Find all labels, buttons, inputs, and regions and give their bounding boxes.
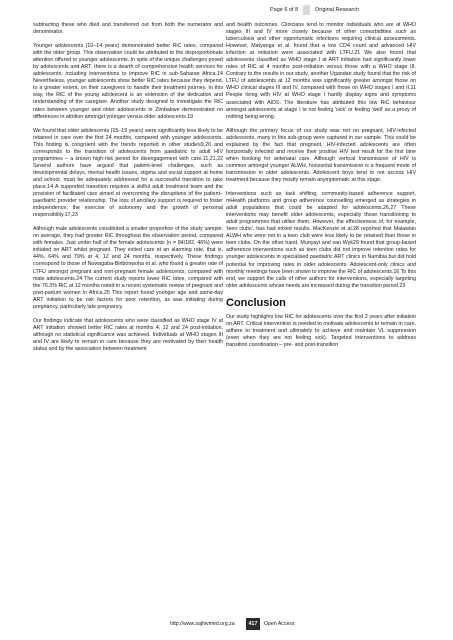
body-paragraph: Although male adolescents constituted a smaller proportion of the study sample, on average, they had greater RiC throughout the observation period, compared with females. Just under half of the female adolescents (n = 84/182, 46%) were initiated on ART whilst pregnant. They exited care at an alarming rate, that is, 44%, 64% and 79% at 4, 12 and 24 months, respectively. These findings correspond to those of Nuwagaba-Biribonwoha et al. who found a greater rate of LTFU amongst pregnant and non-pregnant female adolescents, compared with male adolescents.24 The current study reports lower RiC rates, compared with the 76.3% RiC at 12 months noted in a recent systematic review of pregnant and post-partum women in Africa.25 This report found younger age and same-day ART initiation to be risk factors for poor retention, as was initiating during pregnancy, particularly late pregnancy. [33,226,223,310]
open-access-label: Open Access [264,621,295,627]
body-paragraph: subtracting these who died and transferred out from both the numerator and denominator. [33,22,223,36]
body-paragraph: Younger adolescents (10–14 years) demonstrated better RiC rates, compared with the older group. This observation could be attributed to the disproportionate attention offered to younger adolescents. In spite of the unique challenges posed by adolescents and ART, there is a dearth of comprehensive health services for adolescents, including interventions to improve RiC in sub-Saharan Africa.14 Nevertheless, younger adolescents show better RiC rates because they depend, to a greater extent, on their caregivers to handle their treatment journey. In this way, the RiC of the young adolescent is an extension of the dedication and understanding of the caregiver. Another study designed to investigate the RiC rates between younger and older adolescents in Zimbabwe demonstrated no differences in attrition amongst younger versus older adolescents.19 [33,43,223,120]
left-column [33,22,223,360]
journal-url-link[interactable]: http://www.sajhivmed.org.za [170,621,235,627]
page-indicator: Page 6 of 8 [270,7,299,13]
article-type-label: Original Research [315,7,360,13]
body-paragraph: Interventions such as task shifting, community-based adherence support, mHealth platforms and group adherence counselling emerged as strategies in adult populations that could be adapted for adolescents.26,27 These interventions may benefit older adolescents, especially those transitioning to adult programmes that utilise them. However, the effectiveness of, for example, 'teen clubs', has had mixed results. MacKenzie et al.28 reported that Malawian ALWH who were not in a teen club were less likely to be retained than those in teen clubs. On the other hand, Munyayi and van Wyk29 found that group-based adherence interventions such as teen clubs did not improve retention rates for younger adolescents in specialised paediatric ART clinics in Namibia but did hold potential for improving rates in older adolescents. Adolescent-only clinics and monthly meetings have been shown to improve the RiC of adolescents.16 To this end, we support the calls of other authors for interventions, especially targeting older adolescents whose needs are increased during the transition period.23 [226,191,416,289]
body-paragraph: Our findings indicate that adolescents who were classified as WHO stage IV at ART initiation showed better RiC rates at months 4, 12 and 24 post-initiation, although no statistical significance was achieved. Individuals at WHO stages III and IV are likely to remain in care because they are motivated by their health status and by the association between treatment [33,317,223,352]
conclusion-heading: Conclusion [226,296,286,309]
conclusion-paragraph: Our study highlights low RiC for adolescents over the first 2 years after initiation on ART. Critical intervention is needed to motivate adolescents to remain in care, adhere to treatment and ultimately to achieve and maintain VL suppression (even when they are not feeling sick). Targeted interventions to address transition coordination – pre- and post-transition [226,313,416,348]
page-number: 417 [246,618,260,630]
body-paragraph: and health outcomes. Clinicians tend to monitor individuals who are at WHO stages III and IV more closely because of other comorbidities such as tuberculosis and other opportunistic infections requiring clinical assessments. However, Matyanga et al. found that a low CD4 count and advanced HIV infection at initiation were associated with LTFU.21 We also found that adolescents classified as WHO stage I at ART initiation had significantly lower rates of RiC at 4 months post-initiation versus those with a WHO stage III. Contrary to the results in our study, another Ugandan study found that the risk of LTFU of adolescents at 12 months was significantly greater amongst those on WHO clinical stages III and IV, compared with those on WHO stages I and II.11 People living with HIV at WHO stage I hardly display signs and symptoms associated with AIDS. The literature has attributed this low RiC behaviour amongst adolescents at stage I to not feeling 'sick' or feeling 'well' as a proxy of nothing being wrong. [226,22,416,120]
page-header [0,4,453,16]
right-column [226,22,416,356]
header-separator [303,5,310,15]
body-paragraph: Although the primary focus of our study was not on pregnant, HIV-infected adolescents, many in this sub-group were captured in our sample. This could be explained by the fact that pregnant, HIV-infected adolescents are often horizontally infected and receive their positive HIV test result for the first time when booking for antenatal care. Although vertical transmission of HIV is common amongst younger ALWH, horizontal transmission is a frequent mode of transmission in older adolescents. Adolescent boys tend to not access HIV treatment because they mostly remain asymptomatic at this stage. [226,127,416,183]
body-paragraph: We found that older adolescents (15–19 years) were significantly less likely to be retained in care over the first 24 months, compared with younger adolescents. This finding is congruent with the trends reported in other studies9,20 and corresponds to the transition of adolescents from paediatric to adult HIV programmes – a known high-risk period for disengagement with care.11,21,22 Several authors have argued that patient-level challenges, such as developmental delays, mental health issues, stigma and social support at home and school, must be adequately addressed for a successful transition to take place.14 A supported transition requires a skilful adult treatment team and the provision of facilitated care aimed at overcoming the disruptions of the patient–paediatric provider relationship. The loss of ancillary support is required to foster independence, the exercise of autonomy and the growth of personal responsibility.17,23 [33,127,223,219]
page-footer [0,618,453,630]
